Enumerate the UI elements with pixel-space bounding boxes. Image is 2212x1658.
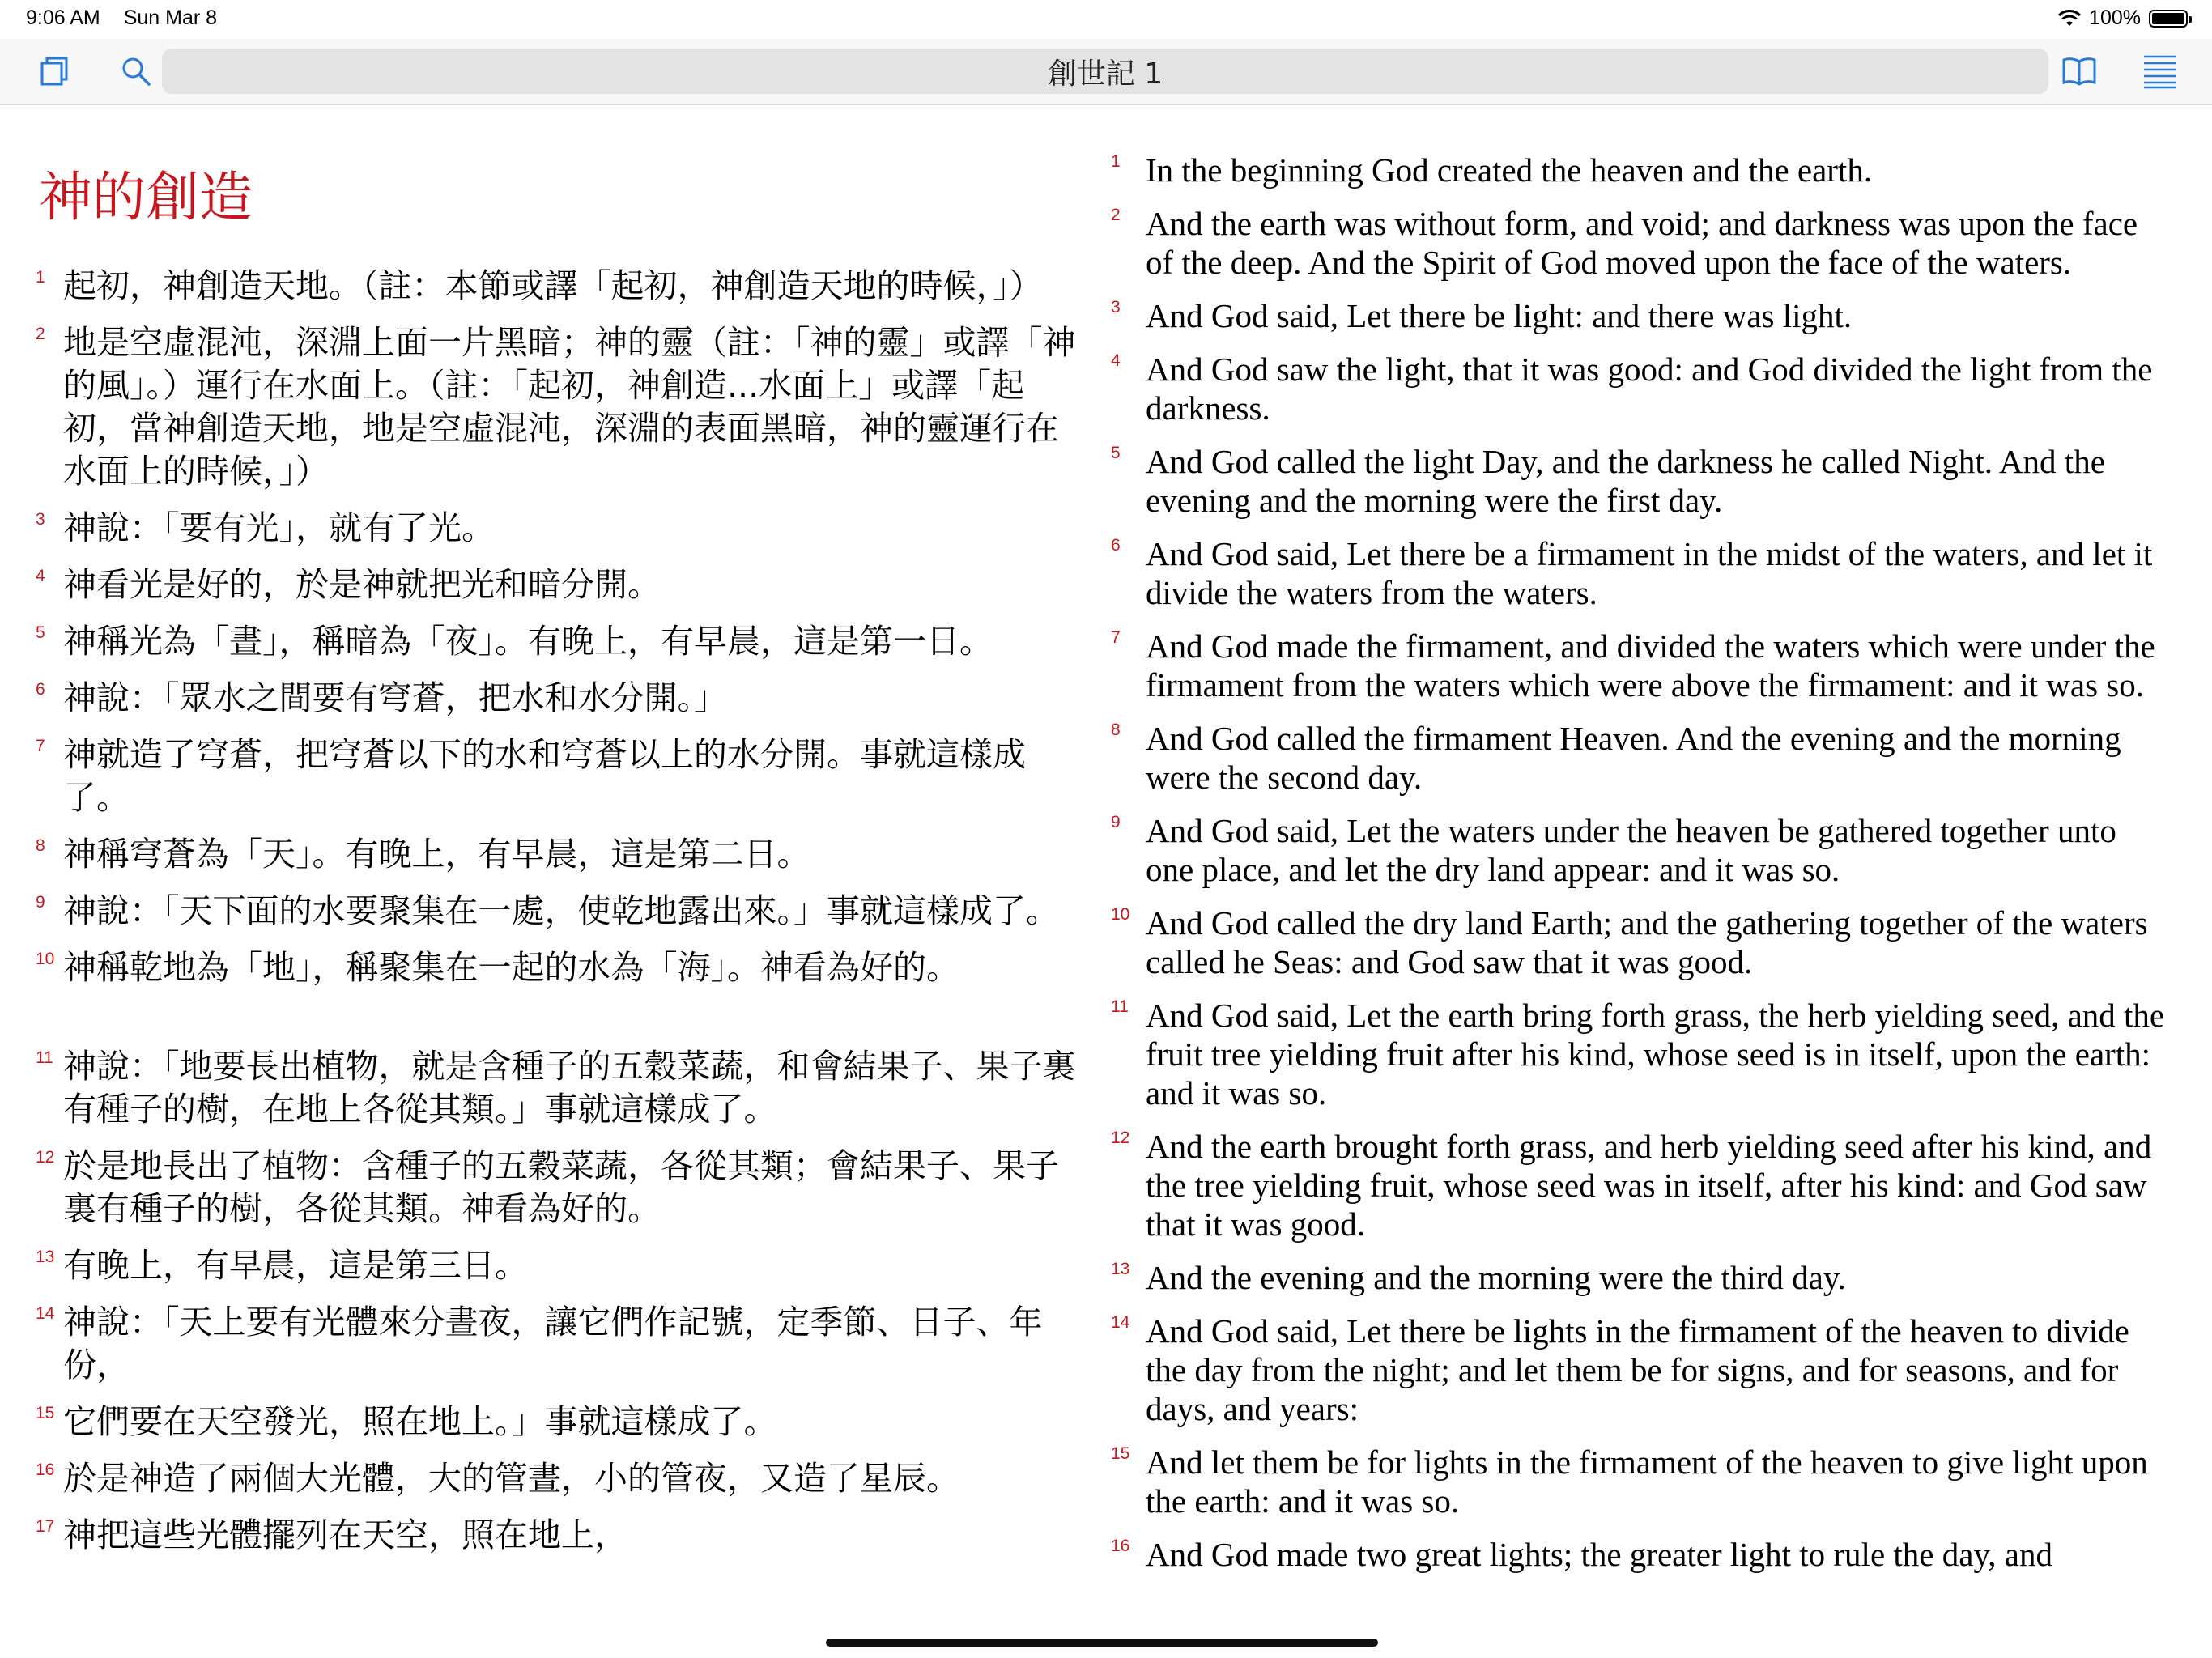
verse-number: 2 <box>1111 206 1121 224</box>
verse-number: 9 <box>36 893 45 912</box>
verse-text: And God said, Let the earth bring forth grass, the herb yielding seed, and the fruit tree yielding fruit after his kind, whose seed is in itself, upon the earth: and it was so. <box>1146 997 2165 1112</box>
verse-text: And the earth brought forth grass, and herb yielding seed after his kind, and the tree yielding fruit, whose seed was in itself, after his kind: and God saw that it was good. <box>1146 1128 2152 1243</box>
verse-text: 神說：「地要長出植物，就是含種子的五穀菜蔬，和會結果子、果子裏有種子的樹，在地上各從其類。」事就這樣成了。 <box>63 1047 1076 1129</box>
toolbar <box>0 39 2212 105</box>
verse-text: 神把這些光體擺列在天空，照在地上， <box>63 1516 627 1554</box>
verse-text: And God made two great lights; the greater light to rule the day, and <box>1146 1536 2052 1573</box>
verse-text: 神稱光為「晝」，稱暗為「夜」。有晚上，有早晨，這是第一日。 <box>63 622 993 661</box>
verse-number: 16 <box>36 1460 55 1479</box>
verse[interactable] <box>36 733 1080 819</box>
verse-text: And God saw the light, that it was good: and God divided the light from the darkness. <box>1146 351 2153 427</box>
verse-number: 11 <box>36 1048 53 1067</box>
chapter-title-button[interactable] <box>162 49 2048 94</box>
verse-number: 3 <box>36 510 45 529</box>
verse-number: 12 <box>36 1148 55 1167</box>
verse-text: And God said, Let the waters under the heaven be gathered together unto one place, and let the dry land appear: and it was so. <box>1146 812 2116 888</box>
verse-text: 於是神造了兩個大光體，大的管晝，小的管夜，又造了星辰。 <box>63 1459 959 1498</box>
verse[interactable] <box>36 507 1080 550</box>
verse-number: 14 <box>36 1304 55 1323</box>
verse[interactable] <box>36 563 1080 606</box>
search-icon[interactable] <box>113 49 159 94</box>
verse-text: 地是空虛混沌，深淵上面一片黑暗；神的靈（註：「神的靈」或譯「神的風」。）運行在水面上。（註：「起初，神創造...水面上」或譯「起初，當神創造天地，地是空虛混沌，深淵的表面黑暗，神的靈運行在水面上的時候，」） <box>63 323 1076 491</box>
verse-text: And God said, Let there be a firmament in the midst of the waters, and let it divide the waters from the waters. <box>1146 535 2153 611</box>
verse-number: 8 <box>36 836 45 855</box>
verse[interactable] <box>1111 1535 2170 1574</box>
status-time: 9:06 AM <box>26 6 100 29</box>
verse-text: 神說：「眾水之間要有穹蒼，把水和水分開。」 <box>63 678 727 717</box>
verse[interactable] <box>1111 296 2170 335</box>
verse-number: 12 <box>1111 1129 1130 1147</box>
verse-text: And let them be for lights in the firmament of the heaven to give light upon the earth: and it was so. <box>1146 1443 2148 1520</box>
verse-number: 1 <box>1111 152 1121 171</box>
verse[interactable] <box>36 1457 1080 1500</box>
verse-text: 起初，神創造天地。（註：本節或譯「起初，神創造天地的時候，」） <box>63 266 1043 305</box>
verse[interactable] <box>36 620 1080 663</box>
verse-number: 4 <box>1111 351 1121 370</box>
verse[interactable] <box>1111 1258 2170 1297</box>
verse-number: 6 <box>1111 536 1121 555</box>
verse-number: 5 <box>1111 444 1121 462</box>
verse[interactable] <box>1111 151 2170 189</box>
verse[interactable] <box>36 833 1080 876</box>
verse-text: 神說：「要有光」，就有了光。 <box>63 508 495 547</box>
verse-text: 神說：「天下面的水要聚集在一處，使乾地露出來。」事就這樣成了。 <box>63 891 1059 930</box>
verse-text: And the earth was without form, and void; and darkness was upon the face of the deep. And the Spirit of God moved upon the face of the waters. <box>1146 205 2138 281</box>
verse-number: 11 <box>1111 997 1129 1016</box>
tabs-icon[interactable] <box>32 49 78 94</box>
verse-number: 13 <box>1111 1260 1130 1278</box>
verse-number: 8 <box>1111 721 1121 739</box>
section-heading: 神的創造 <box>39 166 253 228</box>
verse[interactable] <box>36 1401 1080 1443</box>
battery-percent: 100% <box>2089 6 2141 29</box>
verse[interactable] <box>36 1244 1080 1287</box>
verse-number: 4 <box>36 567 45 585</box>
verse-text: And God called the light Day, and the darkness he called Night. And the evening and the morning were the first day. <box>1146 443 2105 519</box>
verse-number: 14 <box>1111 1313 1130 1332</box>
verse-number: 3 <box>1111 298 1121 317</box>
verse[interactable] <box>1111 627 2170 704</box>
verse[interactable] <box>36 1514 1080 1557</box>
chinese-text-column[interactable] <box>36 154 1080 1571</box>
verse-text: And God made the firmament, and divided the waters which were under the firmament from the waters which were above the firmament: and it was so. <box>1146 627 2155 704</box>
verse-number: 15 <box>36 1404 55 1422</box>
verse-number: 9 <box>1111 813 1121 831</box>
verse[interactable] <box>36 321 1080 493</box>
verse-text: And God called the firmament Heaven. And the evening and the morning were the second day. <box>1146 720 2121 796</box>
status-right <box>2058 6 2188 30</box>
status-left <box>26 6 235 30</box>
verse-text: 於是地長出了植物：含種子的五穀菜蔬，各從其類；會結果子、果子裏有種子的樹，各從其類。神看為好的。 <box>63 1146 1059 1228</box>
verse-number: 10 <box>1111 905 1130 924</box>
verse-number: 5 <box>36 623 45 642</box>
wifi-icon <box>2058 10 2081 28</box>
verse-text: 神就造了穹蒼，把穹蒼以下的水和穹蒼以上的水分開。事就這樣成了。 <box>63 735 1026 817</box>
battery-icon <box>2149 10 2188 28</box>
verse-number: 13 <box>36 1248 55 1266</box>
verse-text: 有晚上，有早晨，這是第三日。 <box>63 1246 528 1285</box>
verse[interactable] <box>36 1301 1080 1387</box>
verse[interactable] <box>36 946 1080 989</box>
verse[interactable] <box>1111 1312 2170 1428</box>
verse-text: In the beginning God created the heaven and the earth. <box>1146 151 1873 189</box>
verse[interactable] <box>36 1145 1080 1231</box>
book-icon[interactable] <box>2057 49 2102 94</box>
verse[interactable] <box>1111 350 2170 427</box>
verse[interactable] <box>36 1045 1080 1131</box>
verse-text: 神稱穹蒼為「天」。有晚上，有早晨，這是第二日。 <box>63 835 810 874</box>
verse[interactable] <box>1111 204 2170 282</box>
status-date: Sun Mar 8 <box>123 6 218 29</box>
verse-number: 6 <box>36 680 45 699</box>
verse[interactable] <box>1111 1443 2170 1520</box>
verse[interactable] <box>1111 534 2170 612</box>
verse[interactable] <box>1111 996 2170 1112</box>
verse-text: And God said, Let there be lights in the firmament of the heaven to divide the day from the night; and let them be for signs, and for seasons, and for days, and years: <box>1146 1312 2129 1427</box>
home-indicator[interactable] <box>826 1639 1378 1647</box>
verse-text: And God called the dry land Earth; and the gathering together of the waters called he Seas: and God saw that it was good. <box>1146 904 2148 980</box>
verse[interactable] <box>36 677 1080 720</box>
paragraph-gap <box>36 1003 1080 1045</box>
verse-text: And the evening and the morning were the third day. <box>1146 1259 1846 1296</box>
list-icon[interactable] <box>2138 49 2183 94</box>
verse-number: 15 <box>1111 1444 1130 1463</box>
verse[interactable] <box>1111 1127 2170 1244</box>
verse-number: 1 <box>36 268 45 287</box>
verse-number: 2 <box>36 325 45 343</box>
verse-number: 17 <box>36 1517 55 1536</box>
verse-number: 10 <box>36 950 55 968</box>
english-verse-list <box>1111 151 2170 1574</box>
chinese-verse-list <box>36 265 1080 1557</box>
verse[interactable] <box>1111 811 2170 889</box>
verse[interactable] <box>1111 903 2170 981</box>
english-text-column[interactable] <box>1111 151 2170 1588</box>
status-bar <box>0 0 2212 39</box>
battery-fill <box>2152 13 2184 24</box>
verse[interactable] <box>1111 719 2170 797</box>
verse[interactable] <box>36 890 1080 933</box>
chapter-title: 創世記 1 <box>1047 57 1163 91</box>
verse-text: 神稱乾地為「地」，稱聚集在一起的水為「海」。神看為好的。 <box>63 948 959 987</box>
verse-number: 7 <box>1111 628 1121 647</box>
verse-number: 7 <box>36 737 45 755</box>
verse-text: 神看光是好的，於是神就把光和暗分開。 <box>63 565 661 604</box>
verse[interactable] <box>36 265 1080 308</box>
verse-number: 16 <box>1111 1537 1130 1555</box>
verse-text: And God said, Let there be light: and there was light. <box>1146 297 1853 334</box>
verse-text: 神說：「天上要有光體來分晝夜，讓它們作記號，定季節、日子、年份， <box>63 1303 1043 1384</box>
verse[interactable] <box>1111 442 2170 520</box>
verse-text: 它們要在天空發光，照在地上。」事就這樣成了。 <box>63 1402 777 1441</box>
